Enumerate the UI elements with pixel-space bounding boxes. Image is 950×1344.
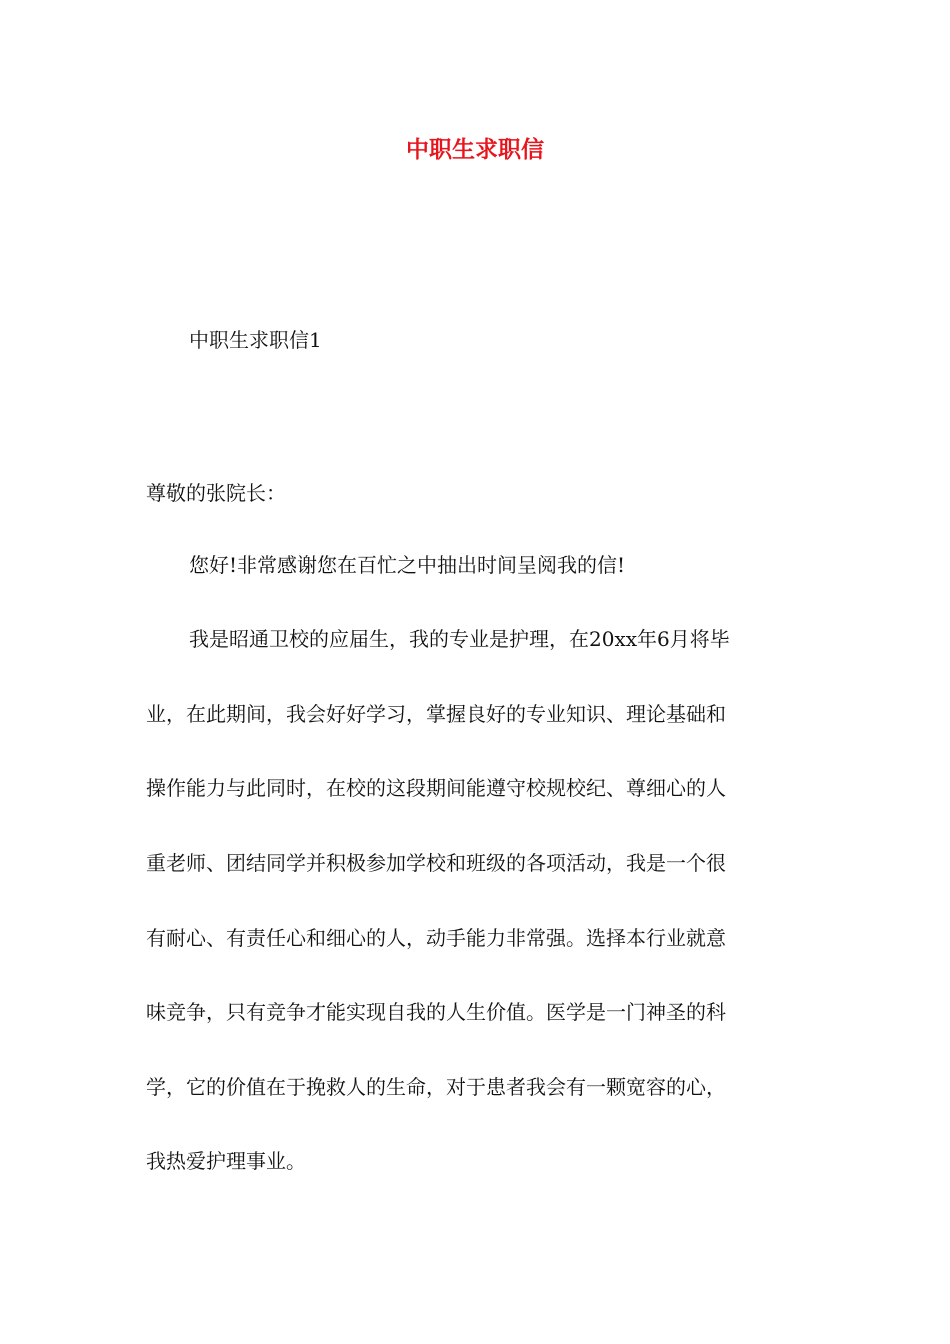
body-line: 操作能力与此同时，在校的这段期间能遵守校规校纪、尊细心的人 [146, 776, 726, 800]
body-line: 我热爱护理事业。 [146, 1149, 306, 1173]
salutation: 尊敬的张院长： [146, 481, 286, 505]
body-line: 学，它的价值在于挽救人的生命，对于患者我会有一颗宽容的心， [146, 1075, 726, 1099]
body-line: 业，在此期间，我会好好学习，掌握良好的专业知识、理论基础和 [146, 702, 726, 726]
greeting-paragraph: 您好!非常感谢您在百忙之中抽出时间呈阅我的信! [189, 553, 626, 577]
body-line: 我是昭通卫校的应届生，我的专业是护理，在20xx年6月将毕 [189, 627, 730, 651]
body-line: 重老师、团结同学并积极参加学校和班级的各项活动，我是一个很 [146, 851, 726, 875]
section-heading: 中职生求职信1 [189, 328, 322, 352]
body-line: 有耐心、有责任心和细心的人，动手能力非常强。选择本行业就意 [146, 926, 726, 950]
body-line: 味竞争，只有竞争才能实现自我的人生价值。医学是一门神圣的科 [146, 1000, 726, 1024]
document-title: 中职生求职信 [406, 137, 544, 163]
